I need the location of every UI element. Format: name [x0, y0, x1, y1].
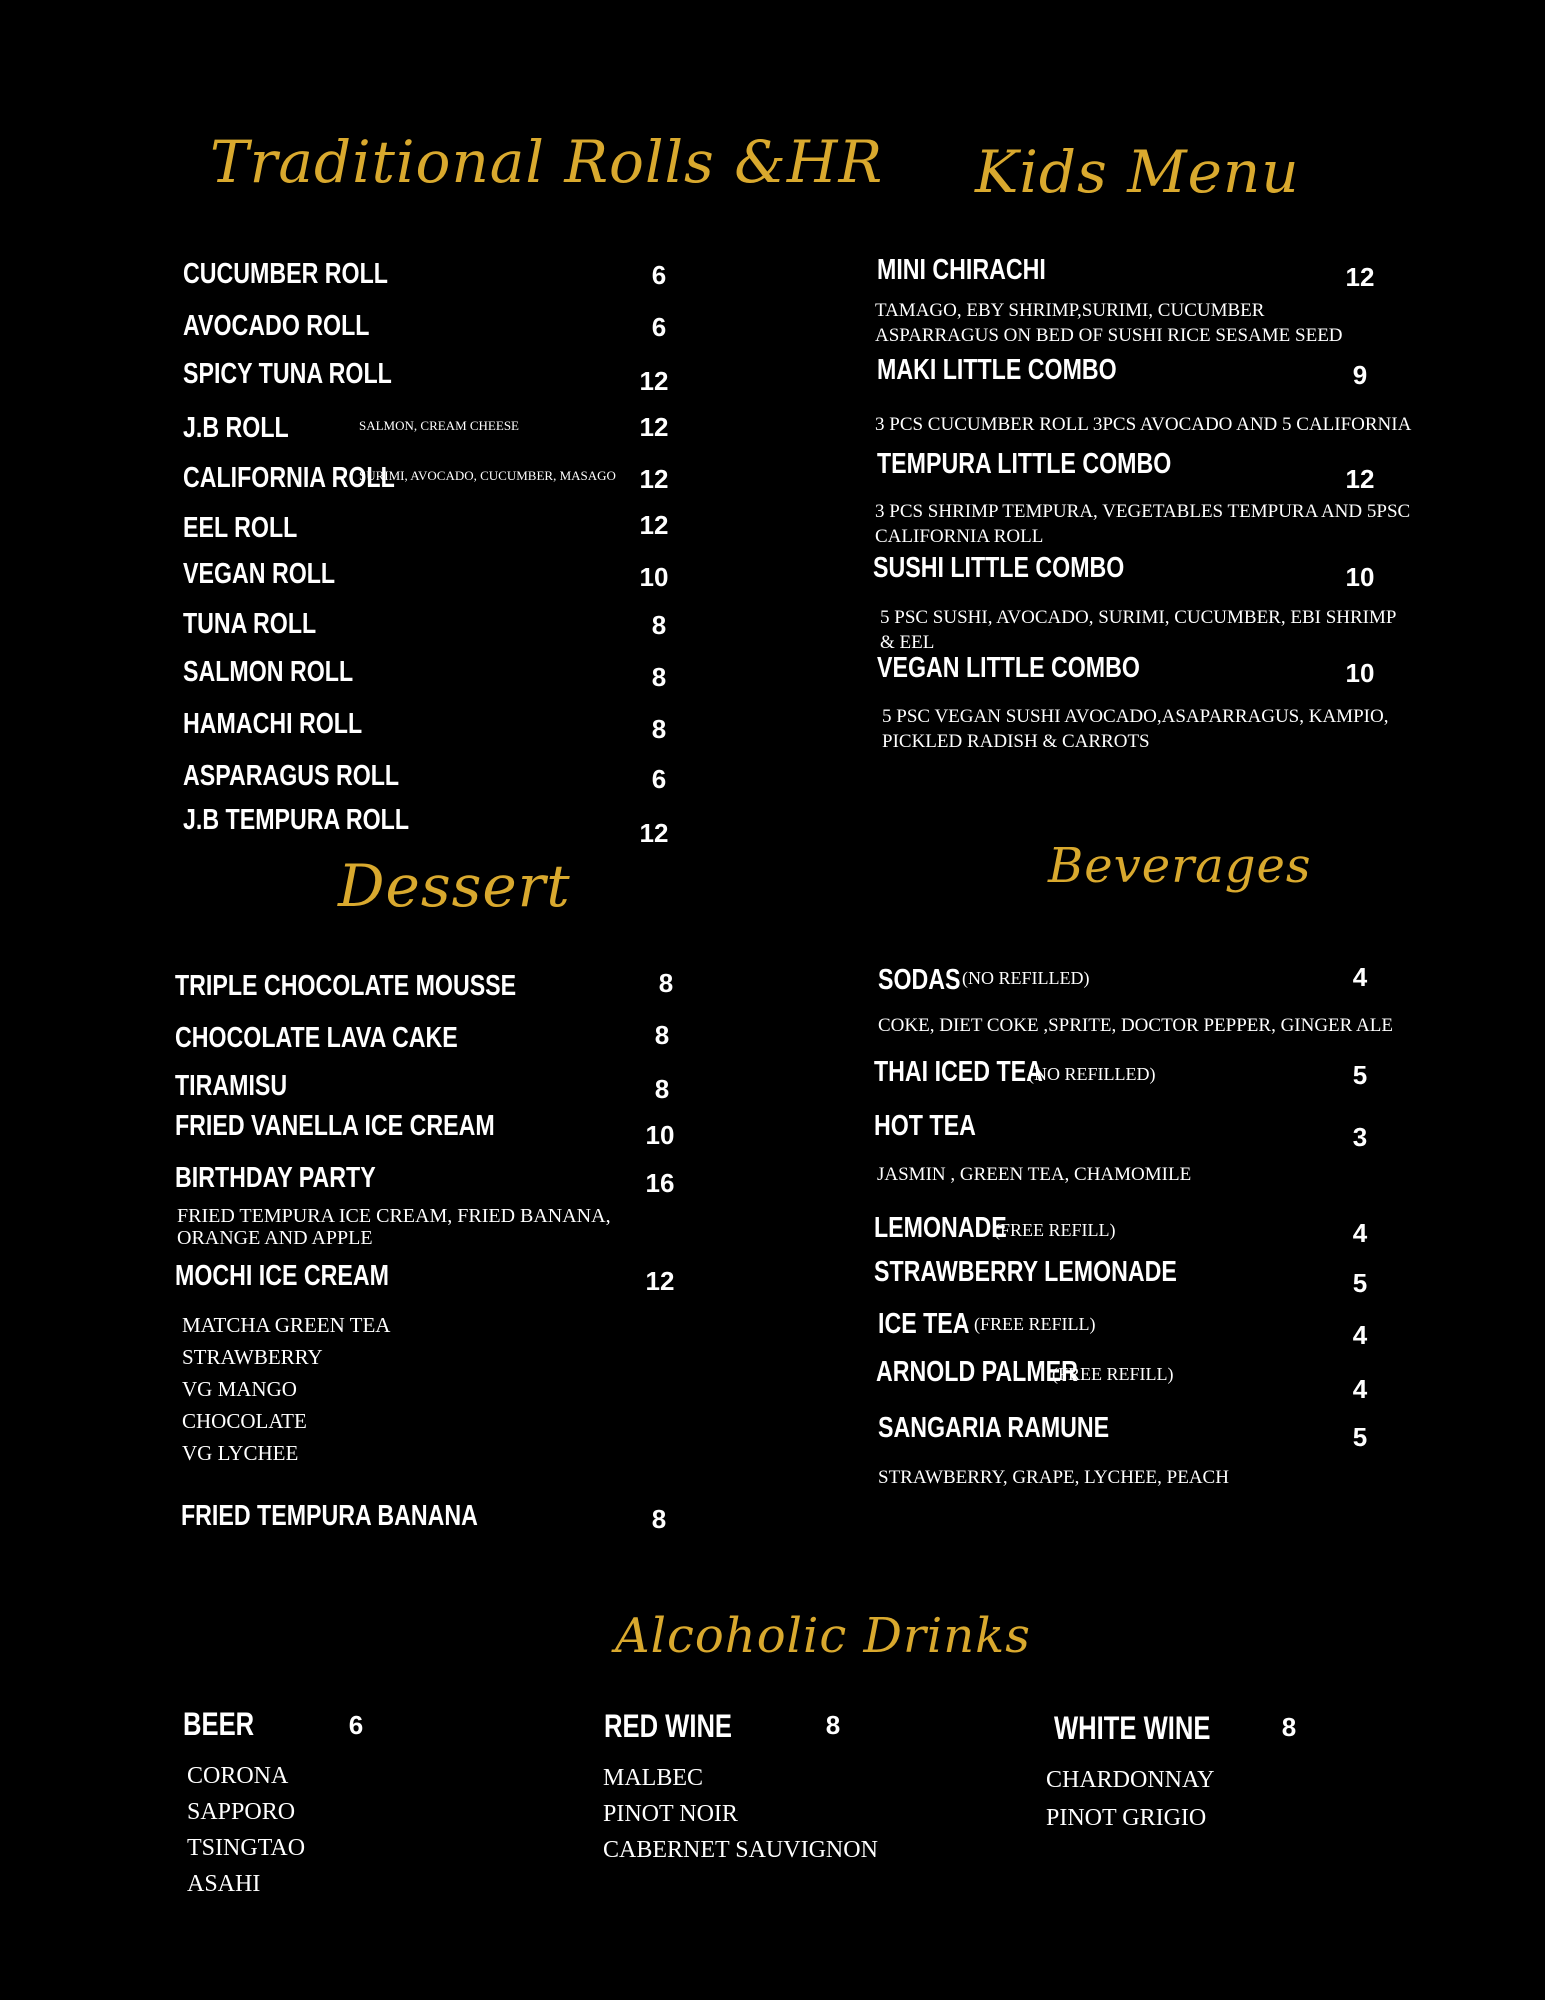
beer-title: BEER — [183, 1706, 255, 1742]
alcoholic-drinks-heading: Alcoholic Drinks — [615, 1608, 1031, 1664]
item-price: 5 — [1352, 1060, 1368, 1090]
list-item: HOT TEA — [874, 1110, 976, 1142]
red-wine-price: 8 — [825, 1710, 841, 1740]
beer-item: ASAHI — [187, 1871, 261, 1897]
list-item: CUCUMBER ROLL — [183, 258, 388, 290]
item-price: 8 — [651, 714, 667, 744]
list-item: TIRAMISU — [175, 1070, 288, 1102]
item-note: (NO REFILLED) — [962, 968, 1090, 988]
beer-item: SAPPORO — [187, 1799, 296, 1825]
item-price: 12 — [639, 818, 669, 848]
list-item: ICE TEA — [878, 1308, 970, 1340]
item-price: 12 — [639, 412, 669, 442]
item-price: 16 — [645, 1168, 675, 1198]
list-item: SALMON ROLL — [183, 656, 354, 688]
item-price: 12 — [1345, 262, 1375, 292]
flavor-item: STRAWBERRY — [182, 1345, 323, 1369]
item-price: 4 — [1352, 1218, 1368, 1248]
item-description: 5 PSC VEGAN SUSHI AVOCADO,ASAPARRAGUS, KAMPIO, PICKLED RADISH & CARROTS — [882, 706, 1389, 752]
beverages-heading: Beverages — [1048, 838, 1312, 894]
item-description: TAMAGO, EBY SHRIMP,SURIMI, CUCUMBER ASPARRAGUS ON BED OF SUSHI RICE SESAME SEED — [875, 300, 1343, 346]
beer-item: TSINGTAO — [187, 1835, 306, 1861]
beer-price: 6 — [348, 1710, 364, 1740]
item-price: 4 — [1352, 1374, 1368, 1404]
item-note: SALMON, CREAM CHEESE — [359, 418, 519, 433]
flavor-item: MATCHA GREEN TEA — [182, 1313, 391, 1337]
red-wine-item: PINOT NOIR — [603, 1801, 738, 1827]
white-wine-item: CHARDONNAY — [1046, 1767, 1215, 1793]
item-note: SURIMI, AVOCADO, CUCUMBER, MASAGO — [359, 468, 616, 483]
flavor-item: VG MANGO — [182, 1377, 297, 1401]
item-price: 8 — [658, 968, 674, 998]
white-wine-item: PINOT GRIGIO — [1046, 1805, 1207, 1831]
item-price: 4 — [1352, 962, 1368, 992]
list-item: MOCHI ICE CREAM — [175, 1260, 389, 1292]
item-note: (NO REFILLED) — [1028, 1064, 1156, 1084]
item-price: 6 — [651, 260, 667, 290]
item-description: FRIED TEMPURA ICE CREAM, FRIED BANANA, ORANGE AND APPLE — [177, 1205, 611, 1249]
item-price: 4 — [1352, 1320, 1368, 1350]
list-item: SANGARIA RAMUNE — [878, 1412, 1110, 1444]
item-price: 12 — [639, 510, 669, 540]
item-price: 8 — [654, 1074, 670, 1104]
item-price: 5 — [1352, 1268, 1368, 1298]
list-item: J.B ROLL — [183, 412, 289, 444]
list-item: AVOCADO ROLL — [183, 310, 370, 342]
list-item: J.B TEMPURA ROLL — [183, 804, 409, 836]
item-price: 10 — [645, 1120, 675, 1150]
item-price: 8 — [651, 662, 667, 692]
list-item: SUSHI LITTLE COMBO — [873, 552, 1125, 584]
flavor-item: VG LYCHEE — [182, 1441, 299, 1465]
list-item: CHOCOLATE LAVA CAKE — [175, 1022, 458, 1054]
item-description: 3 PCS SHRIMP TEMPURA, VEGETABLES TEMPURA AND 5PSC CALIFORNIA ROLL — [875, 501, 1411, 547]
item-description: COKE, DIET COKE ,SPRITE, DOCTOR PEPPER, GINGER ALE — [878, 1015, 1393, 1036]
white-wine-title: WHITE WINE — [1054, 1710, 1211, 1746]
item-price: 6 — [651, 312, 667, 342]
item-price: 10 — [639, 562, 669, 592]
item-price: 10 — [1345, 658, 1375, 688]
item-price: 8 — [651, 610, 667, 640]
list-item: BIRTHDAY PARTY — [175, 1162, 376, 1194]
list-item: SPICY TUNA ROLL — [183, 358, 392, 390]
item-description: 3 PCS CUCUMBER ROLL 3PCS AVOCADO AND 5 CALIFORNIA — [875, 414, 1412, 435]
dessert-heading: Dessert — [338, 852, 571, 920]
item-note: (FREE REFILL) — [974, 1314, 1096, 1334]
list-item: EEL ROLL — [183, 512, 298, 544]
list-item: MINI CHIRACHI — [877, 254, 1046, 286]
list-item: CALIFORNIA ROLL — [183, 462, 395, 494]
item-price: 5 — [1352, 1422, 1368, 1452]
item-price: 12 — [639, 464, 669, 494]
item-note: (FREE REFILL) — [1052, 1364, 1174, 1384]
white-wine-price: 8 — [1281, 1712, 1297, 1742]
list-item: FRIED VANELLA ICE CREAM — [175, 1110, 495, 1142]
flavor-item: CHOCOLATE — [182, 1409, 307, 1433]
red-wine-item: MALBEC — [603, 1765, 704, 1791]
item-description: 5 PSC SUSHI, AVOCADO, SURIMI, CUCUMBER, EBI SHRIMP & EEL — [880, 607, 1397, 653]
item-price: 3 — [1352, 1122, 1368, 1152]
list-item: ARNOLD PALMER — [876, 1356, 1078, 1388]
list-item: MAKI LITTLE COMBO — [877, 354, 1117, 386]
list-item: SODAS — [878, 964, 961, 996]
item-price: 9 — [1352, 360, 1368, 390]
red-wine-title: RED WINE — [604, 1708, 732, 1744]
item-price: 12 — [645, 1266, 675, 1296]
item-description: JASMIN , GREEN TEA, CHAMOMILE — [877, 1164, 1192, 1185]
traditional-rolls-heading: Traditional Rolls &HR — [210, 128, 884, 196]
item-price: 8 — [654, 1020, 670, 1050]
list-item: VEGAN LITTLE COMBO — [877, 652, 1140, 684]
list-item: STRAWBERRY LEMONADE — [874, 1256, 1177, 1288]
list-item: LEMONADE — [874, 1212, 1007, 1244]
red-wine-item: CABERNET SAUVIGNON — [603, 1837, 878, 1863]
list-item: TEMPURA LITTLE COMBO — [877, 448, 1172, 480]
list-item: VEGAN ROLL — [183, 558, 336, 590]
item-price: 8 — [651, 1504, 667, 1534]
item-price: 6 — [651, 764, 667, 794]
item-price: 12 — [1345, 464, 1375, 494]
beer-item: CORONA — [187, 1763, 289, 1789]
item-description: STRAWBERRY, GRAPE, LYCHEE, PEACH — [878, 1467, 1229, 1488]
list-item: TUNA ROLL — [183, 608, 317, 640]
list-item: TRIPLE CHOCOLATE MOUSSE — [175, 970, 517, 1002]
kids-menu-heading: Kids Menu — [975, 138, 1300, 206]
list-item: THAI ICED TEA — [874, 1056, 1043, 1088]
list-item: FRIED TEMPURA BANANA — [181, 1500, 478, 1532]
item-price: 12 — [639, 366, 669, 396]
item-price: 10 — [1345, 562, 1375, 592]
list-item: HAMACHI ROLL — [183, 708, 363, 740]
list-item: ASPARAGUS ROLL — [183, 760, 400, 792]
item-note: (FREE REFILL) — [994, 1220, 1116, 1240]
